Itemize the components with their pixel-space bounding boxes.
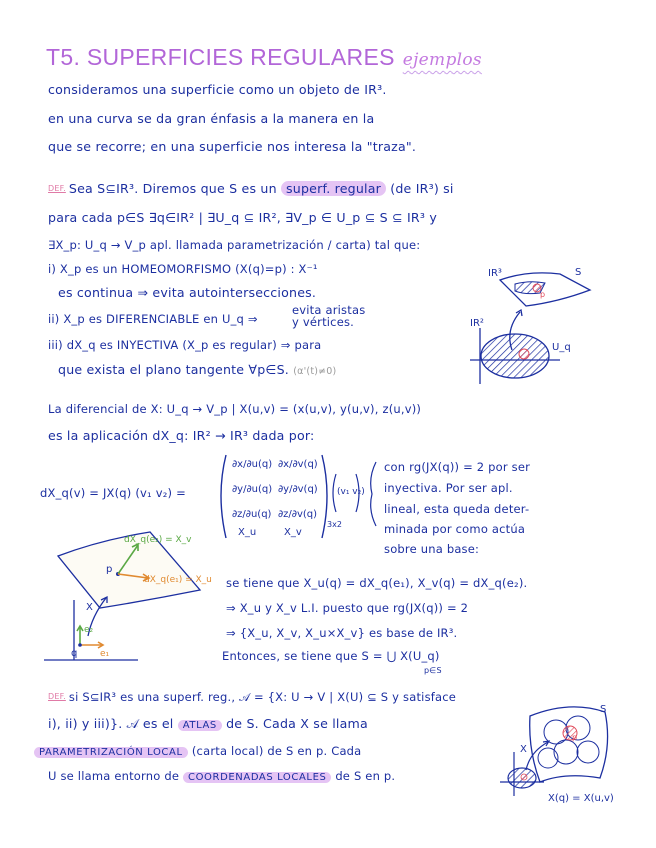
def1-cond-i-2: es continua ⇒ evita autointersecciones. xyxy=(58,285,317,300)
title-main: T5. SUPERFICIES REGULARES xyxy=(46,44,395,70)
def2-tag: DEF. xyxy=(48,692,66,701)
intro-line-1: consideramos una superficie como un objeto de IR³. xyxy=(48,82,387,97)
cond-ii-cons-1: evita aristas xyxy=(292,303,366,317)
label-e1: e₁ xyxy=(100,649,110,659)
diff-note-5: sobre una base: xyxy=(384,542,480,556)
def2-text-4a: U se llama entorno de xyxy=(48,769,180,783)
diff-note-1: con rg(JX(q)) = 2 por ser xyxy=(384,460,531,474)
diff-lhs: dX_q(v) = JX(q) (v₁ v₂) = xyxy=(40,486,186,500)
def-tag: DEF. xyxy=(48,184,66,193)
basis-line-1: se tiene que X_u(q) = dX_q(e₁), X_v(q) = dX_q(e₂). xyxy=(226,576,528,590)
matrix-m21: ∂y/∂u(q) xyxy=(232,484,273,495)
diff-line-1: La diferencial de X: U_q → V_p | X(u,v) = (x(u,v), y(u,v), z(u,v)) xyxy=(48,402,422,416)
label-s: S xyxy=(575,267,582,278)
basis-union-sub: p∈S xyxy=(424,666,442,675)
highlight-coordenadas-locales: COORDENADAS LOCALES xyxy=(183,772,331,783)
label-s-fig3: S xyxy=(600,704,607,715)
diff-line-2: es la aplicación dX_q: IR² → IR³ dada por: xyxy=(48,428,315,443)
matrix-col-xu: X_u xyxy=(238,527,257,538)
diff-note-4: minada por como actúa xyxy=(384,522,526,536)
matrix-vector: (v₁ v₂) xyxy=(337,487,365,497)
label-uq: U_q xyxy=(552,342,571,353)
highlight-superf-regular: superf. regular xyxy=(281,181,386,196)
label-r2: IR² xyxy=(470,318,484,329)
label-r3: IR³ xyxy=(488,268,502,279)
label-p-fig3: p xyxy=(572,733,578,742)
def2-text-2a: i), ii) y iii)}. 𝒜 es el xyxy=(48,716,174,731)
title-sub: ejemplos xyxy=(402,50,482,70)
intro-line-3: que se recorre; en una superficie nos interesa la "traza". xyxy=(48,139,417,154)
label-dx-e2: dX_q(e₂) = X_v xyxy=(124,535,192,545)
label-p-fig2: p xyxy=(106,564,113,575)
label-x-fig2: X xyxy=(86,602,93,613)
matrix-col-xv: X_v xyxy=(284,527,302,538)
def2-text-4b: de S en p. xyxy=(335,769,396,783)
highlight-parametrizacion-local: PARAMETRIZACIÓN LOCAL xyxy=(34,747,188,758)
diff-note-2: inyectiva. Por ser apl. xyxy=(384,481,513,495)
matrix-dim: 3x2 xyxy=(327,520,342,529)
def1-line-2: para cada p∈S ∃q∈IR² | ∃U_q ⊆ IR², ∃V_p ∈ U_p ⊆ S ⊆ IR³ y xyxy=(48,210,437,225)
label-atlas-caption: X(q) = X(u,v) xyxy=(548,793,614,804)
matrix-m31: ∂z/∂u(q) xyxy=(232,509,272,520)
def2-text-2b: de S. Cada X se llama xyxy=(226,716,368,731)
label-p-fig1: p xyxy=(540,290,546,299)
label-x-fig3: X xyxy=(520,744,527,755)
label-e2: e₂ xyxy=(84,625,94,635)
def2-text-1: si S⊆IR³ es una superf. reg., 𝒜 = {X: U → V | X(U) ⊆ S y satisface xyxy=(68,690,457,704)
intro-line-2: en una curva se da gran énfasis a la manera en la xyxy=(48,111,375,126)
basis-line-3: ⇒ {X_u, X_v, X_u×X_v} es base de IR³. xyxy=(226,626,458,640)
def1-cond-i: i) X_p es un HOMEOMORFISMO (X(q)=p) : X⁻¹ xyxy=(48,262,318,276)
def2-text-3b: (carta local) de S en p. Cada xyxy=(191,744,362,758)
cond-ii-cons-2: y vértices. xyxy=(292,315,355,329)
def1-line-3: ∃X_p: U_q → V_p apl. llamada parametrización / carta) tal que: xyxy=(48,238,421,252)
label-q: q xyxy=(71,648,78,659)
matrix-m22: ∂y/∂v(q) xyxy=(278,484,318,495)
basis-line-4: Entonces, se tiene que S = ⋃ X(U_q) xyxy=(222,649,440,663)
def1-text-a: Sea S⊆IR³. Diremos que S es un xyxy=(68,181,277,196)
cond-ii-text: ii) X_p es DIFERENCIABLE en U_q ⇒ xyxy=(48,312,258,326)
def1-cond-iii: iii) dX_q es INYECTIVA (X_p es regular) ⇒ para xyxy=(48,338,322,352)
cond-iii-note: (α'(t)≠0) xyxy=(293,366,337,377)
highlight-atlas: ATLAS xyxy=(178,720,222,731)
cond-iii-text: que exista el plano tangente ∀p∈S. xyxy=(58,362,290,377)
def1-text-b: (de IR³) si xyxy=(390,181,454,196)
diff-note-3: lineal, esta queda deter- xyxy=(384,502,530,516)
label-dx-e1: dX_q(e₁) = X_u xyxy=(144,575,212,585)
matrix-m32: ∂z/∂v(q) xyxy=(278,509,318,520)
basis-line-2: ⇒ X_u y X_v L.I. puesto que rg(JX(q)) = 2 xyxy=(226,601,469,615)
matrix-m12: ∂x/∂v(q) xyxy=(278,459,318,470)
matrix-m11: ∂x/∂u(q) xyxy=(232,459,273,470)
